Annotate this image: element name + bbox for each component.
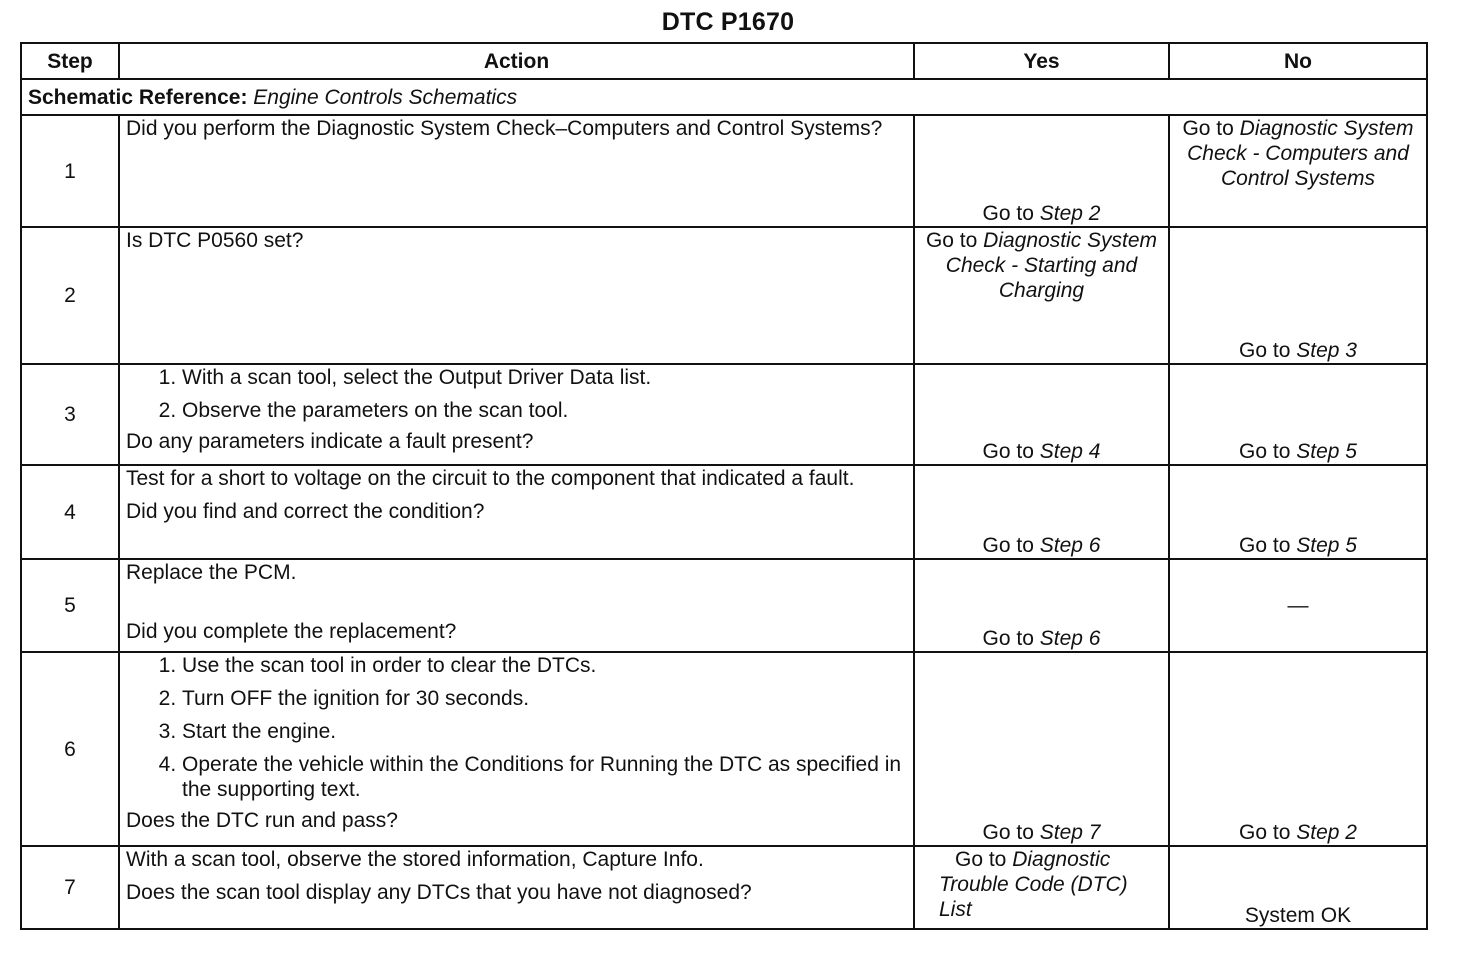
step-number: 5 (21, 559, 119, 652)
goto-label: Go to (982, 202, 1034, 225)
action-text (119, 115, 914, 227)
action-instruction: Replace the PCM. (126, 561, 297, 584)
action-text (119, 364, 914, 465)
action-question: Does the scan tool display any DTCs that you have not diagnosed? (126, 881, 752, 904)
header-row (21, 43, 1427, 79)
goto-label: Go to (1239, 534, 1291, 557)
list-item: 2. Turn OFF the ignition for 30 seconds. (182, 686, 907, 711)
list-item: 2. Observe the parameters on the scan tool. (182, 398, 907, 423)
table-row (21, 846, 1427, 929)
table-row (21, 227, 1427, 364)
step-number: 3 (21, 364, 119, 465)
yes-link[interactable]: Diagnostic System Check - Starting and Charging (945, 229, 1158, 302)
schematic-label: Schematic Reference: (28, 85, 248, 109)
action-text (119, 652, 914, 846)
no-link[interactable]: Step 2 (1296, 821, 1357, 844)
yes-cell[interactable] (914, 465, 1169, 559)
step-number: 1 (21, 115, 119, 227)
goto-label: Go to (1239, 440, 1291, 463)
table-row (21, 652, 1427, 846)
goto-label: Go to (982, 821, 1034, 844)
schematic-reference (21, 79, 1427, 115)
step-number: 4 (21, 465, 119, 559)
action-question: Did you perform the Diagnostic System Check–Computers and Control Systems? (126, 117, 883, 140)
no-cell[interactable] (1169, 115, 1427, 227)
no-cell[interactable] (1169, 652, 1427, 846)
no-link[interactable]: Diagnostic System Check - Computers and Control Systems (1187, 117, 1414, 190)
action-instruction: Test for a short to voltage on the circuit to the component that indicated a fault. (126, 467, 855, 490)
step-number: 7 (21, 846, 119, 929)
yes-link[interactable]: Diagnostic Trouble Code (DTC) List (939, 848, 1128, 921)
header-step: Step (21, 43, 119, 79)
goto-label: Go to (925, 229, 978, 252)
schematic-link[interactable]: Engine Controls Schematics (253, 85, 518, 109)
list-item: 3. Start the engine. (182, 719, 907, 744)
yes-link[interactable]: Step 7 (1039, 821, 1101, 844)
action-text (119, 465, 914, 559)
action-question: Did you complete the replacement? (126, 620, 457, 643)
goto-label: Go to (1182, 117, 1234, 140)
header-yes: Yes (914, 43, 1169, 79)
procedure-list (126, 365, 907, 423)
action-question: Do any parameters indicate a fault present? (126, 430, 534, 453)
dtc-table (20, 42, 1428, 930)
goto-label: Go to (982, 627, 1034, 650)
list-item: 1. Use the scan tool in order to clear the DTCs. (182, 653, 907, 678)
no-text: — (1287, 594, 1309, 617)
yes-cell[interactable] (914, 652, 1169, 846)
step-number: 6 (21, 652, 119, 846)
yes-link[interactable]: Step 4 (1039, 440, 1101, 463)
no-text: System OK (1244, 904, 1352, 927)
table-row (21, 115, 1427, 227)
action-text (119, 846, 914, 929)
yes-cell[interactable] (914, 364, 1169, 465)
procedure-list (126, 653, 907, 802)
header-action: Action (119, 43, 914, 79)
yes-link[interactable]: Step 6 (1039, 627, 1101, 650)
table-row (21, 364, 1427, 465)
list-item: 1. With a scan tool, select the Output Driver Data list. (182, 365, 907, 390)
no-cell (1169, 846, 1427, 929)
goto-label: Go to (955, 848, 1007, 871)
yes-link[interactable]: Step 2 (1039, 202, 1101, 225)
no-link[interactable]: Step 3 (1296, 339, 1357, 362)
goto-label: Go to (982, 534, 1034, 557)
step-number: 2 (21, 227, 119, 364)
no-link[interactable]: Step 5 (1296, 440, 1357, 463)
action-text (119, 559, 914, 652)
no-cell (1169, 559, 1427, 652)
table-row (21, 465, 1427, 559)
goto-label: Go to (1239, 339, 1291, 362)
action-question: Did you find and correct the condition? (126, 500, 485, 523)
yes-link[interactable]: Step 6 (1039, 534, 1101, 557)
yes-cell[interactable] (914, 559, 1169, 652)
yes-cell[interactable] (914, 846, 1169, 929)
list-item: 4. Operate the vehicle within the Conditions for Running the DTC as specified in the supporting text. (182, 752, 907, 802)
no-cell[interactable] (1169, 227, 1427, 364)
action-instruction: With a scan tool, observe the stored information, Capture Info. (126, 848, 704, 871)
schematic-row (21, 79, 1427, 115)
yes-cell[interactable] (914, 115, 1169, 227)
page-title: DTC P1670 (661, 8, 795, 36)
action-text (119, 227, 914, 364)
action-question: Does the DTC run and pass? (126, 809, 398, 832)
no-link[interactable]: Step 5 (1296, 534, 1357, 557)
yes-cell[interactable] (914, 227, 1169, 364)
no-cell[interactable] (1169, 364, 1427, 465)
no-cell[interactable] (1169, 465, 1427, 559)
goto-label: Go to (982, 440, 1034, 463)
action-question: Is DTC P0560 set? (126, 229, 304, 252)
header-no: No (1169, 43, 1427, 79)
table-row (21, 559, 1427, 652)
goto-label: Go to (1239, 821, 1291, 844)
